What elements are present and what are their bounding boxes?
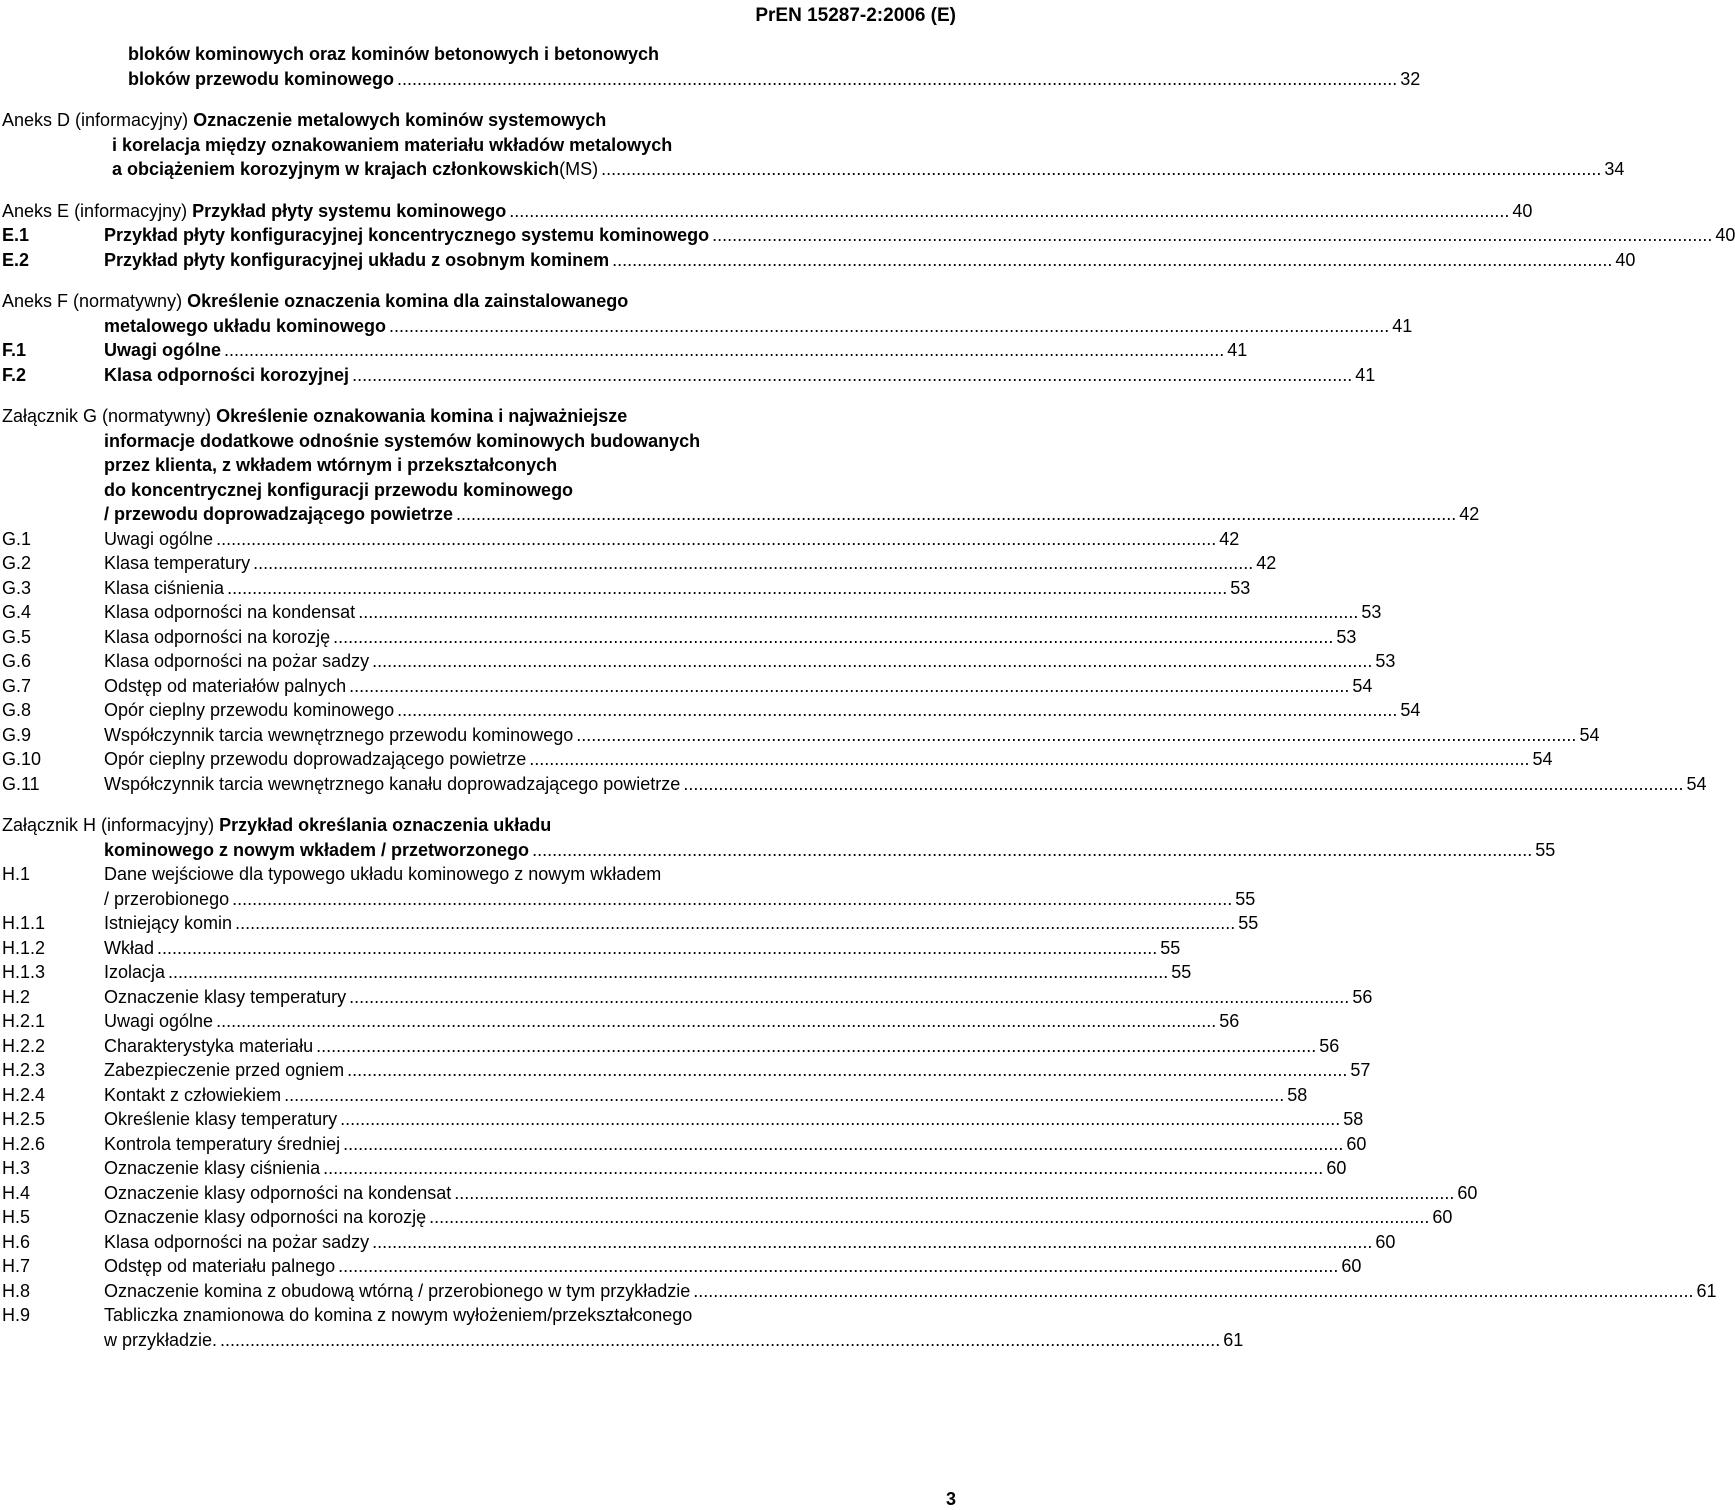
toc-line (2, 42, 902, 67)
toc-line (2, 887, 1256, 912)
toc-line (2, 1328, 1244, 1353)
toc-entry[interactable] (2, 223, 1735, 248)
document-header: PrEN 15287-2:2006 (E) (755, 5, 956, 26)
page-ref: 32 (1400, 68, 1421, 89)
annex-label: Załącznik H (2, 815, 97, 835)
page-ref: 56 (1219, 1011, 1240, 1031)
dot-leader: ........................................................................................................................................................................................................ (232, 888, 1233, 909)
page-ref: 55 (1160, 937, 1181, 958)
section-number: H.1 (2, 864, 31, 884)
toc-line (2, 1303, 902, 1328)
dot-leader: ........................................................................................................................................................................................................ (529, 749, 1530, 769)
toc-title: Współczynnik tarcia wewnętrznego kanału doprowadzającego powietrze (104, 773, 681, 794)
page-ref: 56 (1352, 986, 1373, 1007)
toc-title: Charakterystyka materiału (104, 1035, 314, 1056)
dot-leader: ........................................................................................................................................................................................................ (323, 1158, 1324, 1178)
toc-line (2, 747, 1553, 772)
dot-leader: ........................................................................................................................................................................................................ (157, 937, 1158, 958)
dot-leader: ........................................................................................................................................................................................................ (316, 1035, 1317, 1056)
toc-title: Klasa odporności na kondensat (104, 602, 356, 622)
section-number: G.6 (2, 651, 32, 671)
dot-leader: ........................................................................................................................................................................................................ (693, 1280, 1694, 1301)
toc-line (2, 314, 1413, 339)
toc-line (2, 404, 902, 429)
page-ref: 60 (1341, 1256, 1362, 1276)
toc-line (2, 1132, 1367, 1157)
toc-line (2, 223, 1735, 248)
dot-leader: ........................................................................................................................................................................................................ (216, 1011, 1217, 1031)
annex-title: Określenie oznaczenia komina dla zainstalowanego (187, 291, 629, 311)
dot-leader: ........................................................................................................................................................................................................ (352, 364, 1353, 385)
toc-title: przez klienta, z wkładem wtórnym i przekształconych (104, 455, 558, 475)
page-ref: 40 (1512, 200, 1533, 221)
dot-leader: ........................................................................................................................................................................................................ (456, 504, 1457, 524)
toc-title: Opór cieplny przewodu kominowego (104, 700, 395, 720)
section-number: H.2.2 (2, 1035, 46, 1056)
toc-entry[interactable] (2, 576, 1251, 601)
annex-label: Aneks F (2, 291, 69, 311)
toc-title: Określenie klasy temperatury (104, 1109, 338, 1129)
section-number: G.7 (2, 675, 32, 696)
section-number: H.2.5 (2, 1109, 46, 1129)
toc-title: i korelacja między oznakowaniem materiału wkładów metalowych (112, 134, 673, 155)
dot-leader: ........................................................................................................................................................................................................ (333, 626, 1334, 647)
section-number: H.2 (2, 986, 31, 1007)
toc-title: Opór cieplny przewodu doprowadzającego powietrze (104, 749, 527, 769)
page-ref: 55 (1238, 913, 1259, 933)
toc-title: informacje dodatkowe odnośnie systemów kominowych budowanych (104, 430, 701, 451)
dot-leader: ........................................................................................................................................................................................................ (340, 1109, 1341, 1129)
toc-line (2, 600, 1382, 625)
section-number: H.1.1 (2, 913, 46, 933)
page-ref: 54 (1352, 675, 1373, 696)
section-number: F.2 (2, 364, 27, 385)
dot-leader: ........................................................................................................................................................................................................ (372, 1231, 1373, 1252)
toc-entry[interactable] (2, 1083, 1308, 1108)
dot-leader: ........................................................................................................................................................................................................ (372, 651, 1373, 671)
page-ref: 41 (1227, 340, 1248, 360)
toc-entry[interactable] (2, 772, 1707, 797)
page-ref: 53 (1361, 602, 1382, 622)
toc-entry[interactable] (2, 674, 1373, 699)
dot-leader: ........................................................................................................................................................................................................ (429, 1207, 1430, 1227)
toc-title: Uwagi ogólne (104, 1011, 214, 1031)
section-number: G.10 (2, 749, 42, 769)
page-ref: 53 (1230, 577, 1251, 598)
toc-line (2, 1009, 1240, 1034)
toc-line (2, 674, 1373, 699)
toc-line (2, 1205, 1453, 1230)
toc-title: Przykład płyty konfiguracyjnej układu z osobnym kominem (104, 249, 610, 270)
toc-title: Klasa temperatury (104, 553, 251, 573)
toc-entry[interactable] (2, 862, 1256, 911)
dot-leader: ........................................................................................................................................................................................................ (454, 1182, 1455, 1203)
section-number: H.8 (2, 1280, 31, 1301)
toc-line (2, 625, 1357, 650)
dot-leader: ........................................................................................................................................................................................................ (253, 553, 1254, 573)
toc-line (2, 108, 902, 133)
annex-heading (2, 406, 627, 426)
section-number: H.1.3 (2, 962, 46, 982)
toc-entry[interactable] (2, 404, 1480, 527)
toc-title: / przewodu doprowadzającego powietrze (104, 504, 454, 524)
toc-title: / przerobionego (104, 888, 230, 909)
toc-entry[interactable] (2, 338, 1248, 363)
page-ref: 60 (1375, 1231, 1396, 1252)
annex-heading (2, 291, 628, 311)
dot-leader: ........................................................................................................................................................................................................ (284, 1084, 1285, 1105)
dot-leader: ........................................................................................................................................................................................................ (358, 602, 1359, 622)
annex-heading (2, 199, 506, 224)
toc-line (2, 649, 1396, 674)
page-ref: 60 (1432, 1207, 1453, 1227)
dot-leader: ........................................................................................................................................................................................................ (349, 675, 1350, 696)
toc-entry[interactable] (2, 813, 1556, 862)
toc-entry[interactable] (2, 936, 1181, 961)
toc-entry[interactable] (2, 248, 1636, 273)
section-number: G.3 (2, 577, 32, 598)
toc-line (2, 67, 1421, 92)
dot-leader: ........................................................................................................................................................................................................ (612, 249, 1613, 270)
page-ref: 34 (1604, 159, 1625, 179)
toc-line (2, 1034, 1340, 1059)
toc-entry[interactable] (2, 649, 1396, 674)
page-ref: 41 (1355, 364, 1376, 385)
toc-title: Uwagi ogólne (104, 528, 214, 549)
toc-line (2, 527, 1240, 552)
toc-title: Odstęp od materiału palnego (104, 1256, 336, 1276)
dot-leader: ........................................................................................................................................................................................................ (601, 159, 1602, 179)
toc-title: Tabliczka znamionowa do komina z nowym wyłożeniem/przekształconego (104, 1305, 693, 1325)
dot-leader: ........................................................................................................................................................................................................ (397, 68, 1398, 89)
toc-entry[interactable] (2, 723, 1600, 748)
toc-title: Kontakt z człowiekiem (104, 1084, 282, 1105)
page-ref: 61 (1223, 1329, 1244, 1350)
toc-line (2, 478, 902, 503)
toc-entry[interactable] (2, 1279, 1717, 1304)
toc-title: Zabezpieczenie przed ogniem (104, 1060, 345, 1080)
toc-title: kominowego z nowym wkładem / przetworzonego (104, 839, 530, 860)
toc-line (2, 502, 1480, 527)
section-number: G.11 (2, 773, 40, 794)
page-ref: 60 (1457, 1182, 1478, 1203)
dot-leader: ........................................................................................................................................................................................................ (347, 1060, 1348, 1080)
section-number: H.3 (2, 1158, 31, 1178)
dot-leader: ........................................................................................................................................................................................................ (343, 1133, 1344, 1154)
page-ref: 60 (1326, 1158, 1347, 1178)
toc-line (2, 338, 1248, 363)
section-number: H.1.2 (2, 937, 46, 958)
title-suffix: (MS) (559, 159, 599, 179)
toc-entry[interactable] (2, 42, 1421, 91)
annex-heading (2, 110, 606, 130)
toc-title: Klasa ciśnienia (104, 577, 225, 598)
dot-leader: ........................................................................................................................................................................................................ (216, 528, 1217, 549)
toc-title: Oznaczenie klasy ciśnienia (104, 1158, 321, 1178)
page-ref: 57 (1350, 1060, 1371, 1080)
annex-type: (normatywny) (73, 291, 183, 311)
toc-line (2, 1107, 1364, 1132)
annex-type: (informacyjny) (74, 200, 188, 221)
section-number: H.7 (2, 1256, 31, 1276)
page-ref: 41 (1392, 315, 1413, 336)
annex-title: Przykład płyty systemu kominowego (192, 200, 507, 221)
toc-title: Kontrola temperatury średniej (104, 1133, 341, 1154)
toc-line (2, 289, 902, 314)
toc-title: Istniejący komin (104, 913, 233, 933)
toc-title: w przykładzie. (104, 1329, 218, 1350)
toc-title: Dane wejściowe dla typowego układu kominowego z nowym wkładem (104, 864, 662, 884)
dot-leader: ........................................................................................................................................................................................................ (224, 340, 1225, 360)
section-number: H.2.4 (2, 1084, 46, 1105)
page-ref: 54 (1532, 749, 1553, 769)
toc-line (2, 936, 1181, 961)
dot-leader: ........................................................................................................................................................................................................ (168, 962, 1169, 982)
toc-title: Uwagi ogólne (104, 340, 221, 360)
dot-leader: ........................................................................................................................................................................................................ (349, 986, 1350, 1007)
dot-leader: ........................................................................................................................................................................................................ (509, 200, 1510, 221)
annex-label: Aneks D (2, 110, 71, 130)
toc-entry[interactable] (2, 551, 1277, 576)
section-number: E.1 (2, 225, 30, 245)
dot-leader: ........................................................................................................................................................................................................ (227, 577, 1228, 598)
dot-leader: ........................................................................................................................................................................................................ (338, 1256, 1339, 1276)
toc-title: Klasa odporności na pożar sadzy (104, 1231, 370, 1252)
toc-line (2, 1254, 1362, 1279)
toc-line (2, 772, 1707, 797)
page-ref: 56 (1319, 1035, 1340, 1056)
section-number: F.1 (2, 340, 27, 360)
toc-title: Oznaczenie komina z obudową wtórną / przerobionego w tym przykładzie (104, 1280, 691, 1301)
toc-entry[interactable] (2, 527, 1240, 552)
page-ref: 42 (1219, 528, 1240, 549)
toc-entry[interactable] (2, 625, 1357, 650)
toc-line (2, 199, 1533, 224)
page-ref: 55 (1235, 888, 1256, 909)
section-number: G.8 (2, 700, 32, 720)
toc-line (2, 723, 1600, 748)
annex-title: Oznaczenie metalowych kominów systemowych (193, 110, 607, 130)
page-ref: 55 (1535, 839, 1556, 860)
section-number: E.2 (2, 249, 30, 270)
page-ref: 55 (1171, 962, 1192, 982)
toc-title: a obciążeniem korozyjnym w krajach członkowskich (112, 159, 560, 179)
annex-heading (2, 815, 551, 835)
page-ref: 58 (1287, 1084, 1308, 1105)
toc-entry[interactable] (2, 1156, 1347, 1181)
toc-line (2, 133, 902, 158)
dot-leader: ........................................................................................................................................................................................................ (532, 839, 1533, 860)
toc-line (2, 363, 1376, 388)
dot-leader: ........................................................................................................................................................................................................ (389, 315, 1390, 336)
toc-title: bloków przewodu kominowego (128, 68, 395, 89)
toc-entry[interactable] (2, 747, 1553, 772)
toc-title: Współczynnik tarcia wewnętrznego przewodu kominowego (104, 724, 574, 745)
annex-label: Aneks E (2, 200, 70, 221)
section-number: G.2 (2, 553, 32, 573)
toc-entry[interactable] (2, 1303, 1244, 1352)
toc-line (2, 838, 1556, 863)
toc-line (2, 248, 1636, 273)
toc-line (2, 576, 1251, 601)
section-number: G.4 (2, 602, 32, 622)
page-number: 3 (945, 1489, 956, 1509)
toc-line (2, 551, 1277, 576)
page-ref: 42 (1256, 553, 1277, 573)
dot-leader: ........................................................................................................................................................................................................ (235, 913, 1236, 933)
toc-line (2, 813, 902, 838)
toc-title: Odstęp od materiałów palnych (104, 675, 347, 696)
toc-entry[interactable] (2, 108, 1625, 182)
page-ref: 60 (1346, 1133, 1367, 1154)
toc-line (2, 453, 902, 478)
toc-line (2, 698, 1421, 723)
toc-title: metalowego układu kominowego (104, 315, 387, 336)
page-ref: 53 (1336, 626, 1357, 647)
toc-title: Przykład płyty konfiguracyjnej koncentrycznego systemu kominowego (104, 225, 710, 245)
page-ref: 53 (1375, 651, 1396, 671)
toc-line (2, 985, 1373, 1010)
toc-line (2, 157, 1625, 182)
page-ref: 40 (1615, 249, 1636, 270)
toc-title: Oznaczenie klasy odporności na korozję (104, 1207, 427, 1227)
dot-leader: ........................................................................................................................................................................................................ (397, 700, 1398, 720)
dot-leader: ........................................................................................................................................................................................................ (576, 724, 1577, 745)
annex-type: (informacyjny) (101, 815, 215, 835)
annex-type: (normatywny) (102, 406, 212, 426)
toc-title: Klasa odporności na pożar sadzy (104, 651, 370, 671)
toc-line (2, 911, 1259, 936)
dot-leader: ........................................................................................................................................................................................................ (220, 1329, 1221, 1350)
toc-title: Wkład (104, 937, 155, 958)
toc-entry[interactable] (2, 1254, 1362, 1279)
toc-entry[interactable] (2, 1205, 1453, 1230)
toc-title: Oznaczenie klasy temperatury (104, 986, 347, 1007)
page-ref: 42 (1459, 504, 1480, 524)
toc-entry[interactable] (2, 911, 1259, 936)
toc-line (2, 1230, 1396, 1255)
toc-line (2, 960, 1192, 985)
toc-line (2, 1279, 1717, 1304)
toc-entry[interactable] (2, 1132, 1367, 1157)
toc-line (2, 862, 902, 887)
toc-entry[interactable] (2, 1009, 1240, 1034)
toc-entry[interactable] (2, 1230, 1396, 1255)
annex-type: (informacyjny) (75, 110, 189, 130)
toc-line (2, 1181, 1478, 1206)
toc-entry[interactable] (2, 1058, 1371, 1083)
section-number: G.5 (2, 626, 32, 647)
page-ref: 54 (1686, 773, 1707, 794)
toc-entry[interactable] (2, 363, 1376, 388)
toc-title: bloków kominowych oraz kominów betonowych i betonowych (128, 44, 660, 64)
toc-line (2, 1156, 1347, 1181)
toc-entry[interactable] (2, 985, 1373, 1010)
page-ref: 54 (1400, 700, 1421, 720)
dot-leader: ........................................................................................................................................................................................................ (712, 225, 1713, 245)
toc-entry[interactable] (2, 199, 1533, 224)
toc-title: Klasa odporności na korozję (104, 626, 331, 647)
toc-entry[interactable] (2, 289, 1413, 338)
toc-line (2, 1083, 1308, 1108)
table-of-contents (2, 42, 1735, 1352)
page-ref: 40 (1715, 225, 1735, 245)
annex-label: Załącznik G (2, 406, 98, 426)
section-number: G.1 (2, 528, 32, 549)
toc-entry[interactable] (2, 1181, 1478, 1206)
toc-line (2, 429, 902, 454)
section-number: G.9 (2, 724, 32, 745)
toc-title: Oznaczenie klasy odporności na kondensat (104, 1182, 452, 1203)
section-number: H.4 (2, 1182, 31, 1203)
section-number: H.9 (2, 1305, 31, 1325)
dot-leader: ........................................................................................................................................................................................................ (683, 773, 1684, 794)
section-number: H.6 (2, 1231, 31, 1252)
toc-entry[interactable] (2, 698, 1421, 723)
section-number: H.2.1 (2, 1011, 46, 1031)
toc-line (2, 1058, 1371, 1083)
section-number: H.2.6 (2, 1133, 46, 1154)
toc-entry[interactable] (2, 600, 1382, 625)
annex-title: Określenie oznakowania komina i najważniejsze (216, 406, 628, 426)
annex-title: Przykład określania oznaczenia układu (219, 815, 552, 835)
toc-entry[interactable] (2, 1107, 1364, 1132)
toc-entry[interactable] (2, 1034, 1340, 1059)
section-number: H.5 (2, 1207, 31, 1227)
toc-title: Izolacja (104, 962, 166, 982)
toc-title: do koncentrycznej konfiguracji przewodu kominowego (104, 479, 574, 500)
page-ref: 61 (1696, 1280, 1717, 1301)
section-number: H.2.3 (2, 1060, 46, 1080)
toc-entry[interactable] (2, 960, 1192, 985)
toc-title: Klasa odporności korozyjnej (104, 364, 350, 385)
page-ref: 54 (1579, 724, 1600, 745)
page-ref: 58 (1343, 1109, 1364, 1129)
